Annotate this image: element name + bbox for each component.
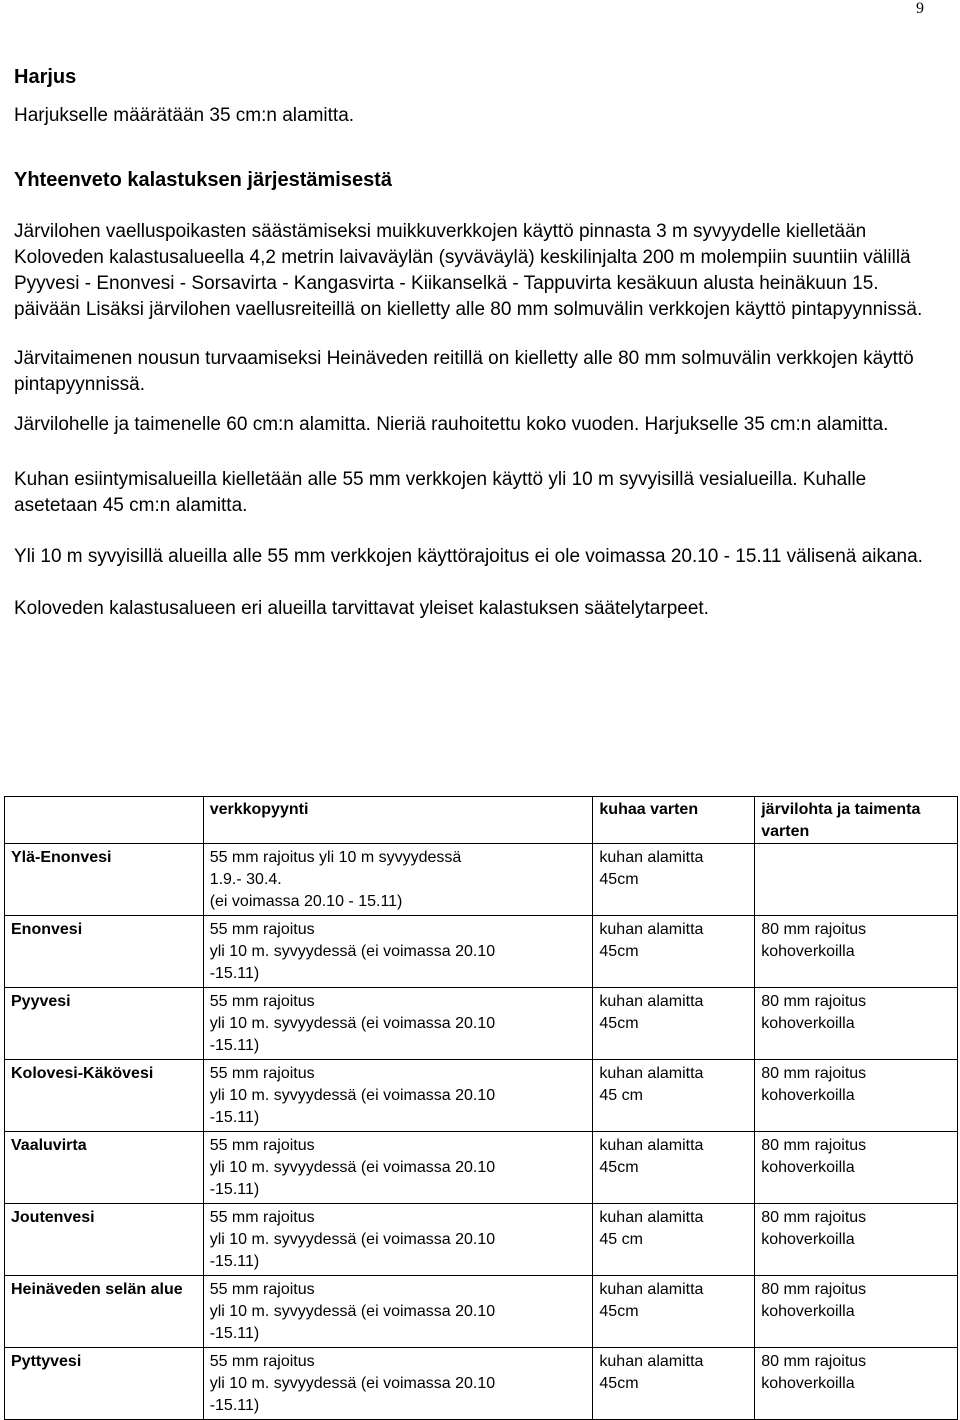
pikeperch-cell-line: 45 cm (599, 1087, 643, 1104)
net-fishing-cell-line: -15.11) (209, 1253, 260, 1270)
pikeperch-cell-line: 45 cm (599, 1231, 643, 1248)
area-name-cell: Enonvesi (5, 916, 204, 988)
harjus-heading: Harjus (14, 66, 77, 88)
salmon-trout-cell (755, 1348, 958, 1420)
net-fishing-cell-line: yli 10 m. syvyydessä (ei voimassa 20.10 (209, 1231, 496, 1248)
salmon-trout-cell-line: 80 mm rajoitus (761, 1209, 867, 1226)
net-fishing-cell-line: -15.11) (209, 1109, 260, 1126)
pikeperch-cell (593, 1276, 755, 1348)
salmon-trout-cell-line: 80 mm rajoitus (761, 1353, 867, 1370)
pikeperch-cell-line: kuhan alamitta (599, 993, 704, 1010)
page-number: 9 (916, 0, 924, 17)
table-row (5, 1060, 958, 1132)
pikeperch-cell (593, 1060, 755, 1132)
net-fishing-cell (203, 1204, 593, 1276)
document-body (14, 64, 934, 622)
net-fishing-cell-line: yli 10 m. syvyydessä (ei voimassa 20.10 (209, 1015, 496, 1032)
summary-paragraph: Yli 10 m syvyisillä alueilla alle 55 mm verkkojen käyttörajoitus ei ole voimassa 20.10 - 15.11 välisenä aikana. (14, 546, 923, 567)
pikeperch-cell (593, 1348, 755, 1420)
salmon-trout-cell-line: 80 mm rajoitus (761, 1281, 867, 1298)
pikeperch-cell (593, 844, 755, 916)
pikeperch-cell (593, 1132, 755, 1204)
salmon-trout-cell-line: kohoverkoilla (761, 1303, 855, 1320)
pikeperch-cell-line: 45cm (599, 1159, 639, 1176)
salmon-trout-cell-line: kohoverkoilla (761, 1231, 855, 1248)
net-fishing-cell-line: yli 10 m. syvyydessä (ei voimassa 20.10 (209, 1375, 496, 1392)
net-fishing-cell (203, 1348, 593, 1420)
salmon-trout-cell (755, 1060, 958, 1132)
pikeperch-cell-line: kuhan alamitta (599, 1353, 704, 1370)
net-fishing-cell-line: 55 mm rajoitus (209, 921, 315, 938)
net-fishing-cell-line: 55 mm rajoitus (209, 1065, 315, 1082)
pikeperch-cell-line: kuhan alamitta (599, 849, 704, 866)
pikeperch-cell (593, 1204, 755, 1276)
header-salmon-trout: järvilohta ja taimenta varten (755, 797, 958, 844)
net-fishing-cell-line: 55 mm rajoitus (209, 1209, 315, 1226)
salmon-trout-cell-line: kohoverkoilla (761, 1159, 855, 1176)
net-fishing-cell-line: 55 mm rajoitus yli 10 m syvyydessä (209, 849, 462, 866)
salmon-trout-cell-line: 80 mm rajoitus (761, 1065, 867, 1082)
area-name-cell: Vaaluvirta (5, 1132, 204, 1204)
net-fishing-cell-line: 55 mm rajoitus (209, 1137, 315, 1154)
table-row (5, 988, 958, 1060)
net-fishing-cell-line: -15.11) (209, 1037, 260, 1054)
salmon-trout-cell (755, 844, 958, 916)
net-fishing-cell (203, 1132, 593, 1204)
salmon-trout-cell-line: kohoverkoilla (761, 1015, 855, 1032)
pikeperch-cell-line: kuhan alamitta (599, 1281, 704, 1298)
table-row (5, 844, 958, 916)
table-row (5, 916, 958, 988)
header-net-fishing: verkkopyynti (203, 797, 593, 844)
summary-paragraph: Kuhan esiintymisalueilla kielletään alle 55 mm verkkojen käyttö yli 10 m syvyisillä vesialueilla. Kuhalle asetetaan 45 cm:n alamitta. (14, 469, 867, 516)
net-fishing-cell-line: -15.11) (209, 965, 260, 982)
table-row (5, 1204, 958, 1276)
pikeperch-cell-line: 45cm (599, 1015, 639, 1032)
salmon-trout-cell (755, 1276, 958, 1348)
summary-heading: Yhteenveto kalastuksen järjestämisestä (14, 169, 392, 191)
salmon-trout-cell (755, 1204, 958, 1276)
net-fishing-cell (203, 916, 593, 988)
net-fishing-cell (203, 844, 593, 916)
pikeperch-cell-line: 45cm (599, 1303, 639, 1320)
table-row (5, 1348, 958, 1420)
net-fishing-cell-line: 55 mm rajoitus (209, 1281, 315, 1298)
pikeperch-cell-line: 45cm (599, 943, 639, 960)
area-name-cell: Heinäveden selän alue (5, 1276, 204, 1348)
summary-paragraph: Järvilohen vaelluspoikasten säästämiseksi muikkuverkkojen käyttö pinnasta 3 m syvyydelle kielletään Koloveden kalastusalueella 4,2 metrin laivaväylän (syväväylä) keskilinjalta 200 m molempiin suuntiin välillä Pyyvesi - Enonvesi - Sorsavirta - Kangasvirta - Kiikanselkä - Tappuvirta kesäkuun alusta heinäkuun 15. päivään Lisäksi järvilohen vaellusreiteillä on kielletty alle 80 mm solmuvälin verkkojen käyttö pintapyynnissä. (14, 221, 923, 320)
harjus-text: Harjukselle määrätään 35 cm:n alamitta. (14, 105, 355, 126)
net-fishing-cell-line: yli 10 m. syvyydessä (ei voimassa 20.10 (209, 1303, 496, 1320)
net-fishing-cell-line: -15.11) (209, 1181, 260, 1198)
salmon-trout-cell-line: 80 mm rajoitus (761, 921, 867, 938)
net-fishing-cell-line: yli 10 m. syvyydessä (ei voimassa 20.10 (209, 1087, 496, 1104)
area-name-cell: Kolovesi-Käkövesi (5, 1060, 204, 1132)
table-row (5, 1276, 958, 1348)
pikeperch-cell (593, 916, 755, 988)
summary-paragraph: Järvilohelle ja taimenelle 60 cm:n alamitta. Nieriä rauhoitettu koko vuoden. Harjukselle 35 cm:n alamitta. (14, 414, 889, 435)
net-fishing-cell (203, 988, 593, 1060)
header-pikeperch: kuhaa varten (593, 797, 755, 844)
salmon-trout-cell-line: kohoverkoilla (761, 943, 855, 960)
salmon-trout-cell-line: kohoverkoilla (761, 1087, 855, 1104)
net-fishing-cell-line: yli 10 m. syvyydessä (ei voimassa 20.10 (209, 943, 496, 960)
area-name-cell: Ylä-Enonvesi (5, 844, 204, 916)
pikeperch-cell (593, 988, 755, 1060)
salmon-trout-cell-line: kohoverkoilla (761, 1375, 855, 1392)
area-name-cell: Pyyvesi (5, 988, 204, 1060)
pikeperch-cell-line: 45cm (599, 1375, 639, 1392)
net-fishing-cell-line: yli 10 m. syvyydessä (ei voimassa 20.10 (209, 1159, 496, 1176)
salmon-trout-cell (755, 916, 958, 988)
pikeperch-cell-line: kuhan alamitta (599, 1209, 704, 1226)
pikeperch-cell-line: 45cm (599, 871, 639, 888)
salmon-trout-cell-line: 80 mm rajoitus (761, 1137, 867, 1154)
net-fishing-cell-line: -15.11) (209, 1325, 260, 1342)
salmon-trout-cell (755, 988, 958, 1060)
net-fishing-cell-line: 55 mm rajoitus (209, 993, 315, 1010)
area-name-cell: Pyttyvesi (5, 1348, 204, 1420)
summary-paragraph: Järvitaimenen nousun turvaamiseksi Heinäveden reitillä on kielletty alle 80 mm solmuvälin verkkojen käyttö pintapyynnissä. (14, 348, 914, 395)
net-fishing-cell-line: -15.11) (209, 1397, 260, 1414)
pikeperch-cell-line: kuhan alamitta (599, 1065, 704, 1082)
net-fishing-cell (203, 1060, 593, 1132)
summary-paragraph: Koloveden kalastusalueen eri alueilla tarvittavat yleiset kalastuksen säätelytarpeet. (14, 598, 709, 619)
table-header-row (5, 797, 958, 844)
pikeperch-cell-line: kuhan alamitta (599, 921, 704, 938)
salmon-trout-cell-line: 80 mm rajoitus (761, 993, 867, 1010)
regulation-table (4, 796, 958, 1420)
net-fishing-cell-line: 55 mm rajoitus (209, 1353, 315, 1370)
net-fishing-cell (203, 1276, 593, 1348)
table-body (5, 844, 958, 1420)
pikeperch-cell-line: kuhan alamitta (599, 1137, 704, 1154)
net-fishing-cell-line: (ei voimassa 20.10 - 15.11) (209, 893, 403, 910)
net-fishing-cell-line: 1.9.- 30.4. (209, 871, 282, 888)
table-row (5, 1132, 958, 1204)
header-area (5, 797, 204, 844)
salmon-trout-cell (755, 1132, 958, 1204)
area-name-cell: Joutenvesi (5, 1204, 204, 1276)
